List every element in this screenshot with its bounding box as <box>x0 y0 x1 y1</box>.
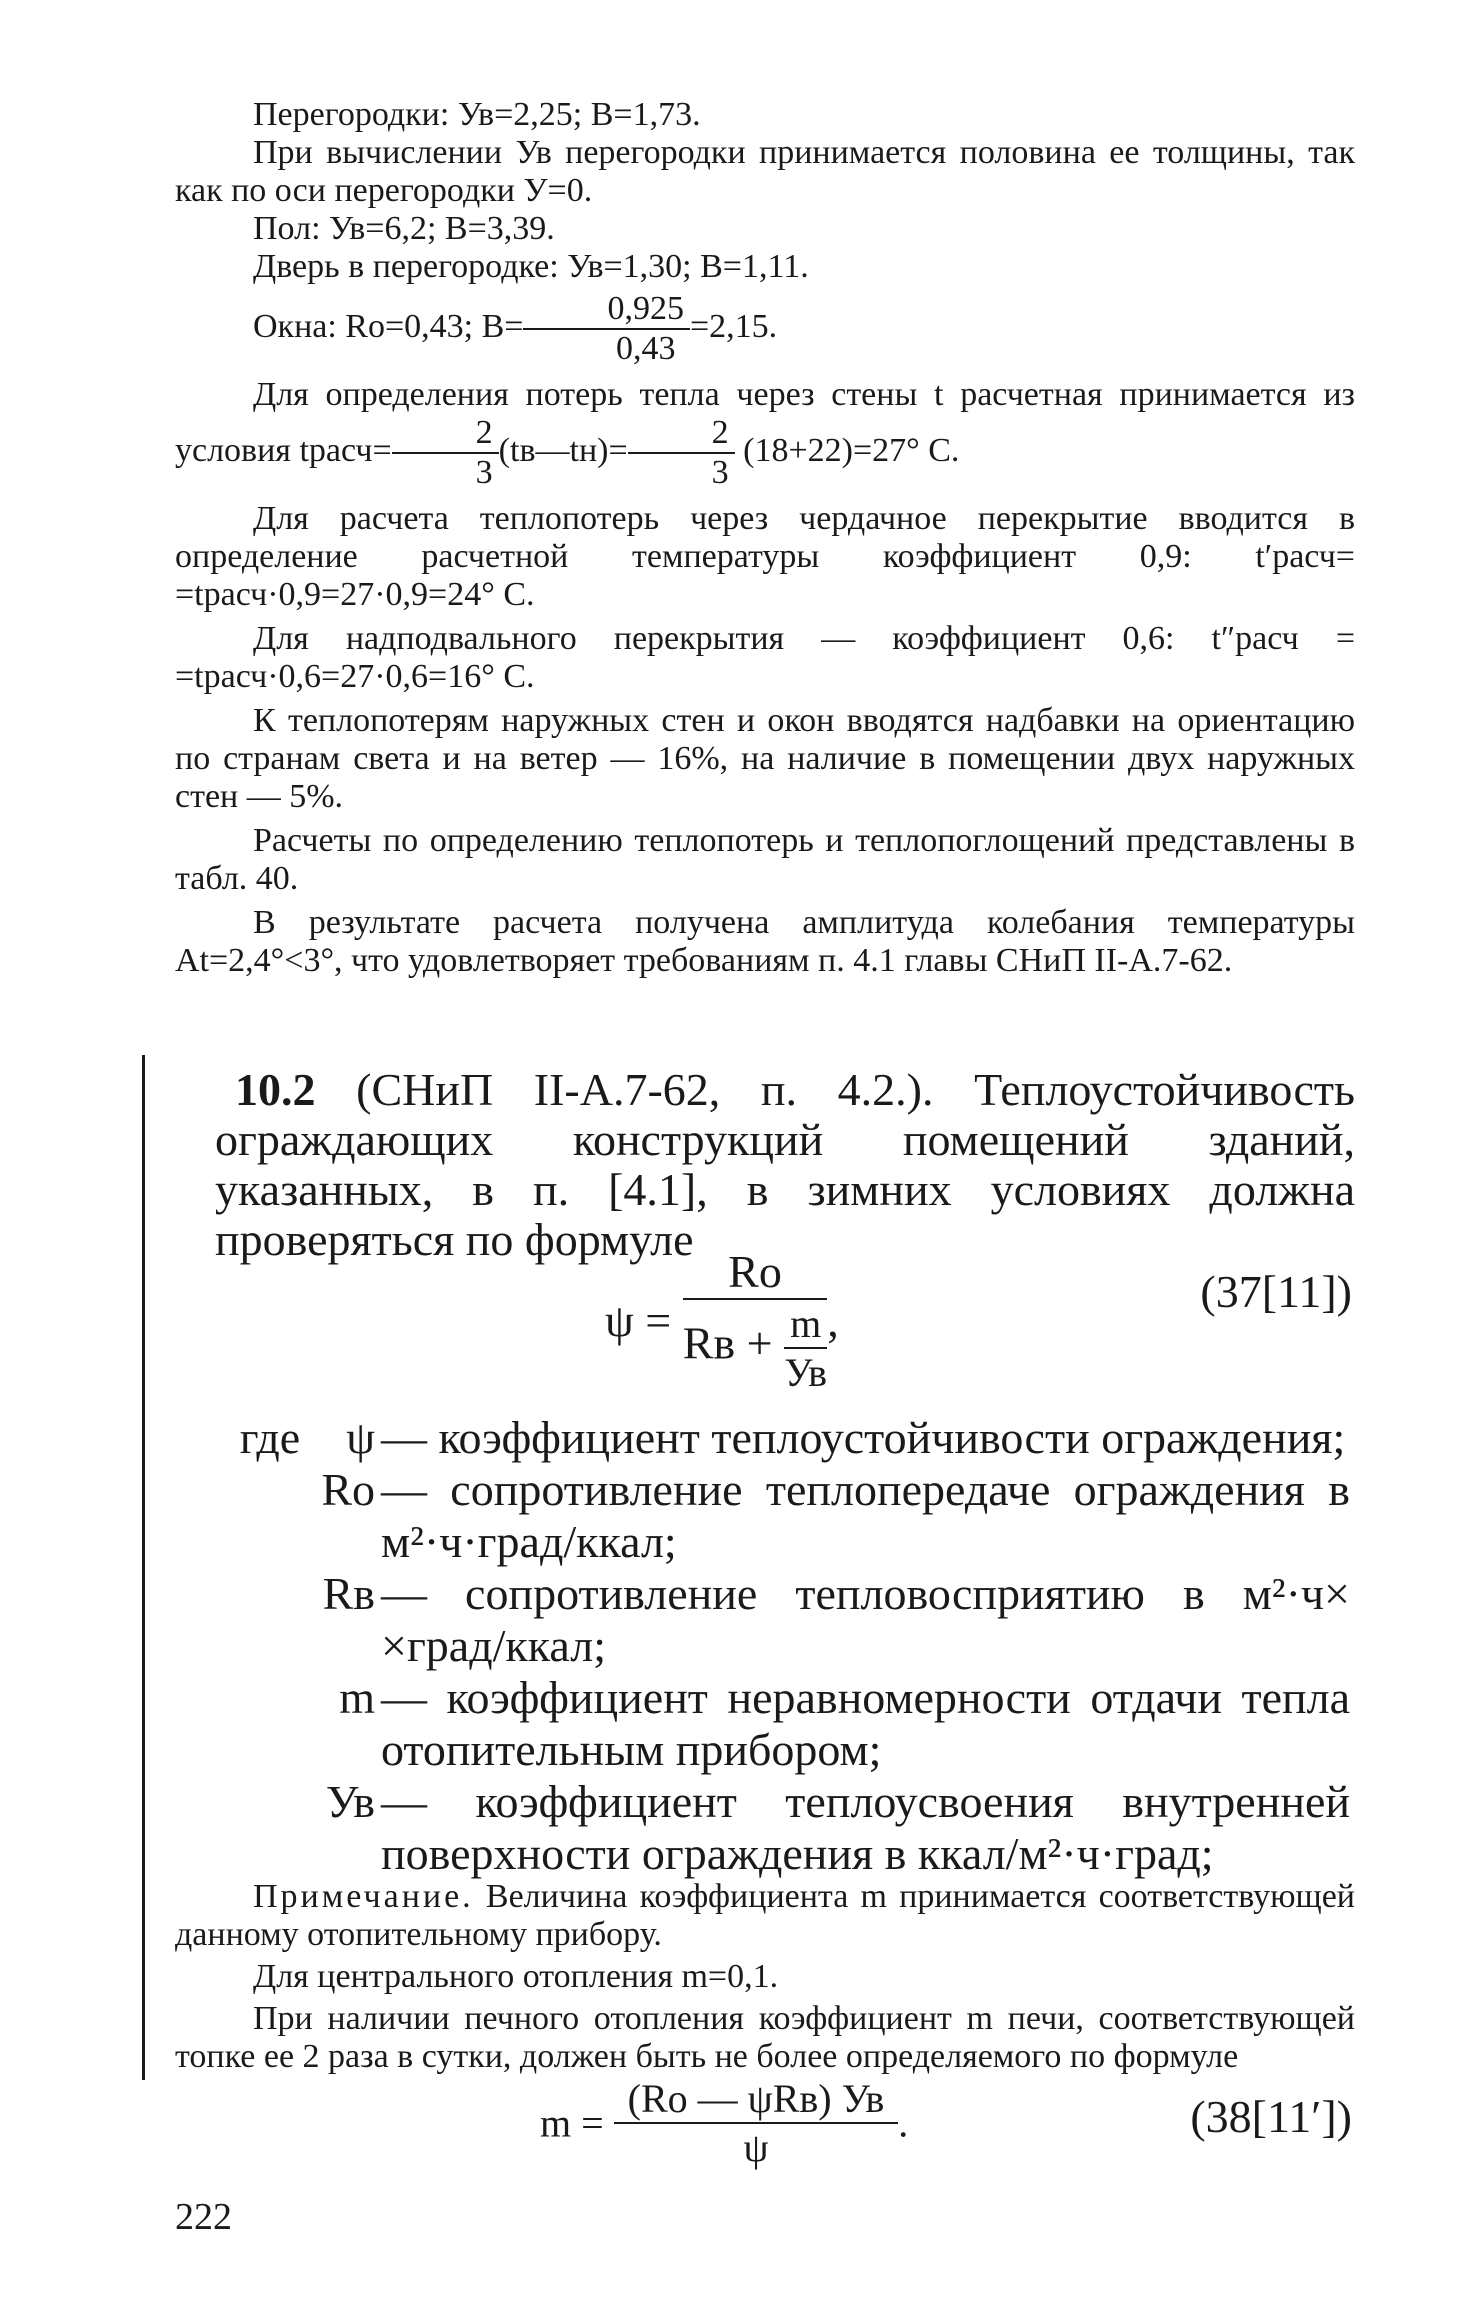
definition-row <box>170 1776 1350 1880</box>
line-door: Дверь в перегородке: Ув=1,30; В=1,11. <box>253 248 809 285</box>
definition-row <box>170 1672 1350 1776</box>
where-word: где <box>239 1412 301 1463</box>
f38-fraction <box>614 2075 899 2171</box>
f38-lhs: m = <box>540 2100 604 2146</box>
margin-rule <box>142 1055 145 2080</box>
def-text-uv: — коэффициент теплоусвоения внутренней поверхности ограждения в ккал/м²·ч·град; <box>381 1776 1350 1879</box>
def-symbol: Rо <box>321 1464 375 1515</box>
text-block-top <box>175 96 1355 980</box>
clause-10-2 <box>215 1065 1355 1265</box>
f37-numerator: Rо <box>683 1245 827 1300</box>
windows-result: =2,15. <box>689 307 778 345</box>
def-text-ro: — сопротивление теплопередаче ограждения в м²·ч·град/ккал; <box>381 1464 1350 1567</box>
note-stove: При наличии печного отопления коэффициент m печи, соответствующей топке ее 2 раза в сутки, должен быть не более определяемого по формуле <box>175 2000 1355 2075</box>
note-paragraph <box>175 1878 1355 1954</box>
clause-number: 10.2 <box>235 1064 316 1115</box>
f37-inner-den: Ув <box>784 1350 827 1395</box>
f38-numerator: (Rо — ψRв) Ув <box>614 2075 899 2124</box>
def-symbol: m <box>339 1672 375 1723</box>
para-attic: Для расчета теплопотерь через чердачное перекрытие вводится в определение расчетной температуры коэффициент 0,9: t′расч= =tрасч·0,9=27·0,9=24° С. <box>175 500 1355 613</box>
para-wall-temperature <box>175 376 1355 492</box>
f37-inner-fraction <box>784 1300 827 1396</box>
def-symbol <box>170 1412 375 1464</box>
page-number: 222 <box>175 2196 232 2238</box>
def-text-rv: — сопротивление тепловосприятию в м²·ч× ×град/ккал; <box>381 1568 1350 1671</box>
line-windows <box>175 290 1355 368</box>
line-partition-note: При вычислении Ув перегородки принимается половина ее толщины, так как по оси перегородки У=0. <box>175 134 1355 209</box>
def-symbol: Rв <box>322 1568 375 1619</box>
note-text: Величина коэффициента m принимается соответствующей данному отопительному прибору. <box>175 1878 1355 1953</box>
clause-paragraph <box>215 1065 1355 1265</box>
para-additions: К теплопотерям наружных стен и окон вводятся надбавки на ориентацию по странам света и на ветер — 16%, на наличие в помещении двух наружных стен — 5%. <box>175 702 1355 815</box>
f37-denominator <box>683 1300 827 1396</box>
def-text <box>375 1568 1350 1672</box>
frac-b-den: 3 <box>711 454 729 491</box>
wall-temp-mid: (tв—tн)= <box>498 431 628 469</box>
wall-temp-text: Для определения потерь тепла через стены t расчетная принимается из условия tрасч= <box>175 376 1355 469</box>
def-text-psi: — коэффициент теплоустойчивости ограждения; <box>381 1412 1346 1463</box>
definition-row <box>170 1568 1350 1672</box>
def-sym-psi: ψ <box>346 1412 375 1463</box>
formula-38 <box>540 2075 908 2171</box>
f37-fraction <box>683 1245 827 1396</box>
note-block <box>175 1878 1355 2076</box>
fraction-2-3-a <box>392 414 499 492</box>
fraction-2-3-b <box>628 414 735 492</box>
para-result: В результате расчета получена амплитуда колебания температуры Аt=2,4°<3°, что удовлетворяет требованиям п. 4.1 главы СНиП II-А.7-62. <box>175 904 1355 979</box>
def-text <box>375 1464 1350 1568</box>
frac-a-den: 3 <box>475 454 493 491</box>
clause-text: (СНиП II-А.7-62, п. 4.2.). Теплоустойчивость ограждающих конструкций помещений зданий, указанных, в п. [4.1], в зимних условиях должна проверяться по формуле <box>215 1064 1356 1265</box>
formula-37 <box>605 1245 839 1396</box>
definition-row <box>170 1464 1350 1568</box>
para-calculations: Расчеты по определению теплопотерь и теплопоглощений представлены в табл. 40. <box>175 822 1355 897</box>
def-text <box>375 1412 1350 1464</box>
f38-dot: . <box>898 2100 909 2146</box>
wall-temp-end: (18+22)=27° С. <box>743 431 960 469</box>
f37-label: (37[11]) <box>1200 1266 1352 1317</box>
frac-b-num: 2 <box>628 414 735 454</box>
frac-a-num: 2 <box>392 414 499 454</box>
def-text-m: — коэффициент неравномерности отдачи тепла отопительным прибором; <box>381 1672 1350 1775</box>
line-partitions: Перегородки: Ув=2,25; В=1,73. <box>253 96 701 133</box>
windows-fraction <box>523 290 690 368</box>
f37-inner-num: m <box>784 1300 827 1349</box>
f37-den-a: Rв + <box>682 1317 773 1369</box>
para-basement: Для надподвального перекрытия — коэффициент 0,6: t″расч = =tрасч·0,6=27·0,6=16° С. <box>175 620 1355 695</box>
line-floor: Пол: Ув=6,2; В=3,39. <box>253 210 555 247</box>
note-central: Для центрального отопления m=0,1. <box>253 1958 779 1995</box>
windows-numerator: 0,925 <box>523 290 690 330</box>
def-text <box>375 1776 1350 1880</box>
note-label: Примечание. <box>253 1878 474 1915</box>
f38-label: (38[11′]) <box>1190 2091 1352 2142</box>
f38-denominator: ψ <box>743 2125 769 2170</box>
windows-denominator: 0,43 <box>615 330 676 367</box>
def-symbol: Ув <box>325 1776 375 1827</box>
def-text <box>375 1672 1350 1776</box>
windows-prefix: Окна: Rо=0,43; В= <box>253 307 524 345</box>
f37-comma: , <box>827 1295 839 1346</box>
f37-lhs: ψ = <box>605 1295 672 1346</box>
definitions-list <box>170 1412 1350 1880</box>
definition-row <box>170 1412 1350 1464</box>
